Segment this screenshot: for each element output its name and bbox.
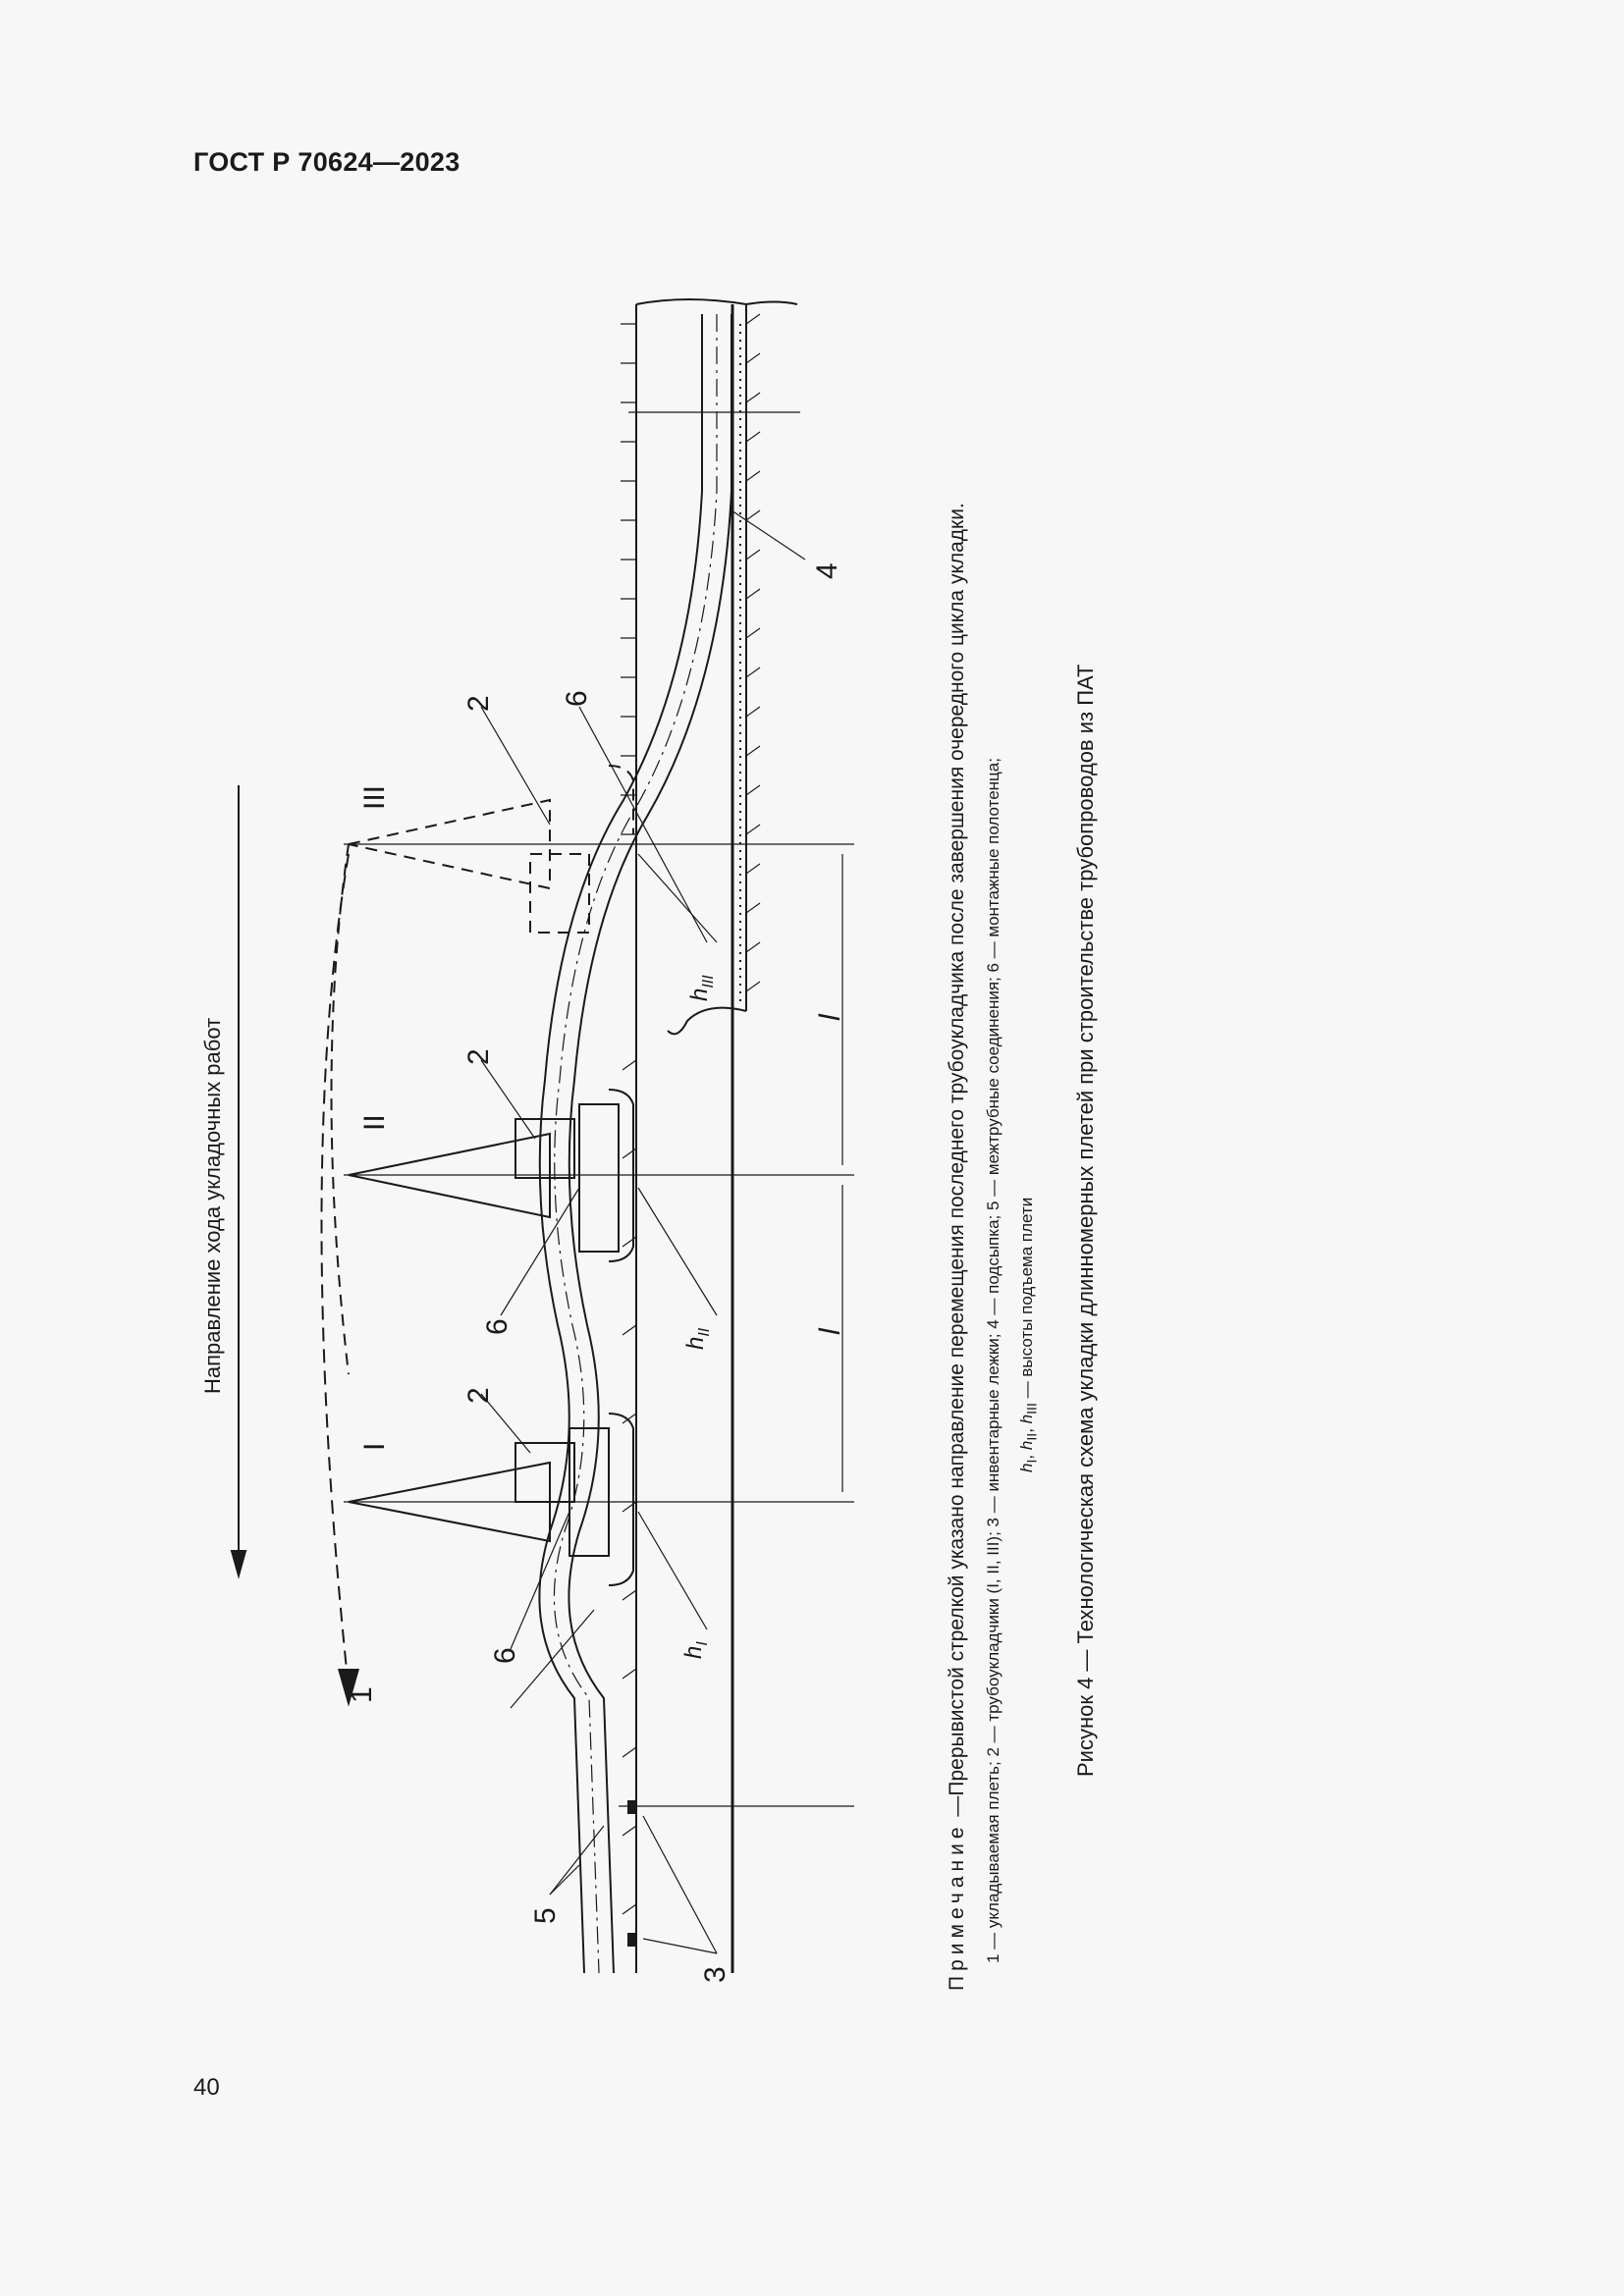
span-label-a: l: [814, 1014, 846, 1021]
span-label-b: l: [814, 1328, 846, 1335]
leader-6c: [579, 707, 707, 942]
leader-6b: [501, 1188, 579, 1315]
leader-4: [731, 510, 805, 560]
support-block: [628, 1801, 636, 1813]
note-title: Примечание: [946, 1822, 968, 1991]
support-block: [628, 1934, 636, 1946]
direction-label: Направление хода укладочных работ: [200, 1017, 225, 1394]
break-top: [636, 299, 797, 304]
callout-2b: 2: [462, 1048, 495, 1065]
leader-6a: [511, 1512, 569, 1649]
height-label-I: $h_I$: [680, 1641, 711, 1659]
bedding-end: [668, 1008, 746, 1035]
return-arrow: [322, 854, 350, 1688]
leader-5b: [550, 1865, 579, 1895]
height-line-III: [638, 854, 717, 942]
page-number: 40: [193, 2074, 220, 2101]
document-code: ГОСТ Р 70624—2023: [193, 147, 460, 177]
note-text: —Прерывистой стрелкой указано направление перемещения последнего трубоукладчика после завершения очередного цикла укладки.: [946, 503, 968, 1823]
callout-2a: 2: [462, 1387, 495, 1404]
position-label-III: III: [358, 784, 391, 810]
callout-1: 1: [346, 1686, 378, 1703]
leader-5a: [550, 1826, 604, 1895]
height-label-II: $h_{II}$: [682, 1327, 713, 1350]
callout-2c: 2: [462, 695, 495, 712]
height-line-II: [638, 1188, 717, 1315]
position-label-I: I: [358, 1442, 391, 1451]
callout-3: 3: [699, 1966, 731, 1983]
callout-4: 4: [811, 562, 843, 579]
height-label-III: $h_{III}$: [686, 975, 717, 1001]
position-label-II: II: [358, 1114, 391, 1131]
ground-hatching: [621, 314, 760, 1914]
leader-2b: [481, 1060, 535, 1139]
callout-5: 5: [529, 1907, 562, 1924]
leader-3b: [643, 1939, 717, 1953]
callout-6a: 6: [489, 1647, 521, 1664]
height-line-I: [638, 1512, 707, 1629]
note-line-3: $h_I$, $h_{II}$, $h_{III}$ — высоты подъема плети: [1017, 1197, 1041, 1472]
note-line-2: 1 — укладываемая плеть; 2 — трубоукладчики (I, II, III); 3 — инвентарные лежки; 4 — подсыпка; 5 — межтрубные соединения; 6 — монтажные полотенца;: [984, 758, 1002, 1963]
callout-6c: 6: [561, 690, 593, 707]
figure-caption: Рисунок 4 — Технологическая схема укладки длинномерных плетей при строительстве трубопроводов из ПАТ: [1073, 664, 1098, 1777]
note-line-1: [946, 503, 969, 1991]
callout-6b: 6: [481, 1318, 514, 1335]
pipelayer-III: [332, 766, 634, 1374]
pipelayer-I: [349, 1414, 633, 1585]
leader-2c: [481, 707, 550, 825]
leader-3a: [643, 1816, 717, 1953]
